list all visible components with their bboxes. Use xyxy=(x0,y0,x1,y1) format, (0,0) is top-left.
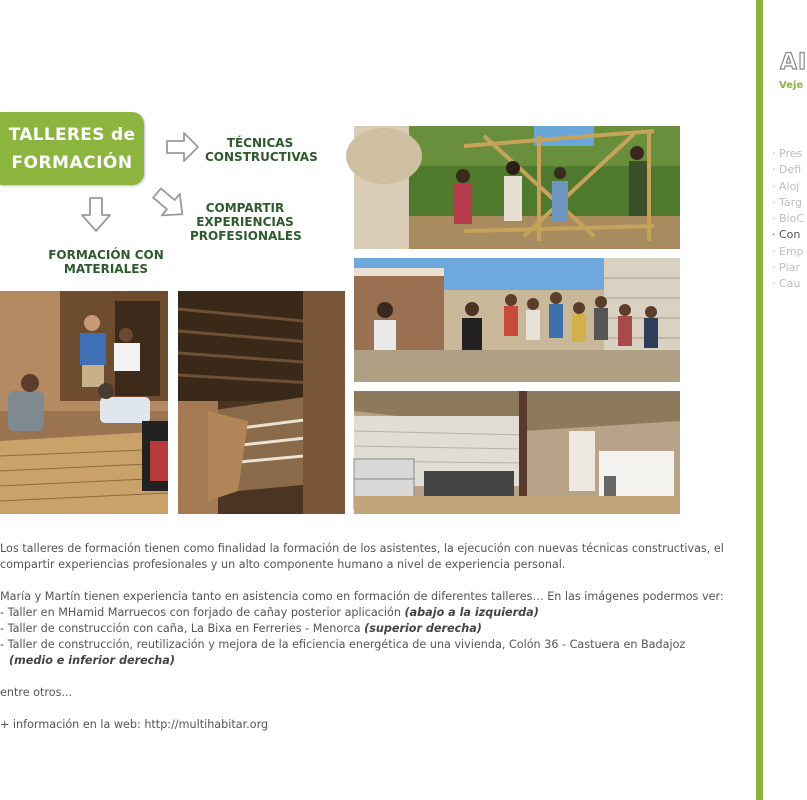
sidebar xyxy=(763,0,807,800)
entre-otros: entre otros... xyxy=(0,686,73,699)
intro-line1: Los talleres de formación tienen como finalidad la formación de los asistentes, la ejecución con nuevas técnicas constructivas, el xyxy=(0,542,724,555)
list-item xyxy=(0,637,740,653)
section-title-line1: TALLERES de xyxy=(8,124,136,145)
arrow-right-icon xyxy=(165,130,201,164)
photo-mhamid-workshop xyxy=(0,291,168,514)
list-item-note: (abajo a la izquierda) xyxy=(404,606,539,619)
label-compartir-line2: EXPERIENCIAS xyxy=(196,215,294,229)
photo-castuera-group xyxy=(354,258,680,382)
list-item-text: - Taller de construcción con caña, La Bixa en Ferreries - Menorca xyxy=(0,622,365,635)
photo-roof-interior xyxy=(178,291,345,514)
label-formacion xyxy=(45,248,167,276)
logo: AI xyxy=(780,50,807,75)
list-item-note: (superior derecha) xyxy=(364,622,482,635)
arrow-diagonal-icon xyxy=(144,178,196,230)
list-item-note: (medio e inferior derecha) xyxy=(9,654,175,667)
photo-bamboo-workshop xyxy=(354,126,680,249)
sidebar-divider xyxy=(756,0,763,800)
sidebar-nav xyxy=(772,146,804,293)
label-compartir-line1: COMPARTIR xyxy=(205,201,285,215)
label-compartir-line3: PROFESIONALES xyxy=(190,229,302,243)
experience-line: María y Martín tienen experiencia tanto en asistencia como en formación de diferentes talleres… En las imágenes podermos ver: xyxy=(0,590,724,603)
list-item xyxy=(0,621,740,637)
photo-castuera-interior xyxy=(354,391,680,514)
nav-item-target[interactable]: · Targ xyxy=(772,195,802,209)
nav-item-plan[interactable]: · Plar xyxy=(772,261,800,275)
label-tecnicas-line2: CONSTRUCTIVAS xyxy=(205,150,318,164)
nav-item-bioconstruccion[interactable]: · BioC xyxy=(772,212,805,226)
list-item xyxy=(0,605,740,621)
arrow-down-icon xyxy=(79,196,113,234)
label-compartir xyxy=(190,201,300,243)
nav-item-presentacion[interactable]: · Pres xyxy=(772,147,803,160)
nav-item-conocimiento[interactable]: · Con xyxy=(772,228,801,242)
nav-item-empresa[interactable]: · Emp xyxy=(772,244,804,258)
nav-item-causas[interactable]: · Cau xyxy=(772,277,801,291)
label-formacion-line1: FORMACIÓN CON xyxy=(48,248,164,262)
label-formacion-line2: MATERIALES xyxy=(63,262,149,276)
section-title-line2: FORMACIÓN xyxy=(11,152,133,173)
nav-item-definicion[interactable]: · Defi xyxy=(772,163,802,177)
tagline: Veje xyxy=(779,80,804,91)
section-title xyxy=(0,112,144,185)
list-item-text: - Taller en MHamid Marruecos con forjado de cañay posterior aplicación xyxy=(0,606,405,619)
nav-item-alojamiento[interactable]: · Aloj xyxy=(772,179,800,193)
intro-line2: compartir experiencias profesionales y un alto componente humano a nivel de experiencia personal. xyxy=(0,558,566,571)
list-item-text: - Taller de construcción, reutilización y mejora de la eficiencia energética de una vivienda, Colón 36 - Castuera en Badajoz xyxy=(0,638,686,651)
list-item-continuation xyxy=(0,653,740,669)
label-tecnicas xyxy=(205,136,318,164)
web-info: + información en la web: http://multihabitar.org xyxy=(0,718,269,731)
label-tecnicas-line1: TÉCNICAS xyxy=(226,136,294,150)
description xyxy=(0,541,740,733)
